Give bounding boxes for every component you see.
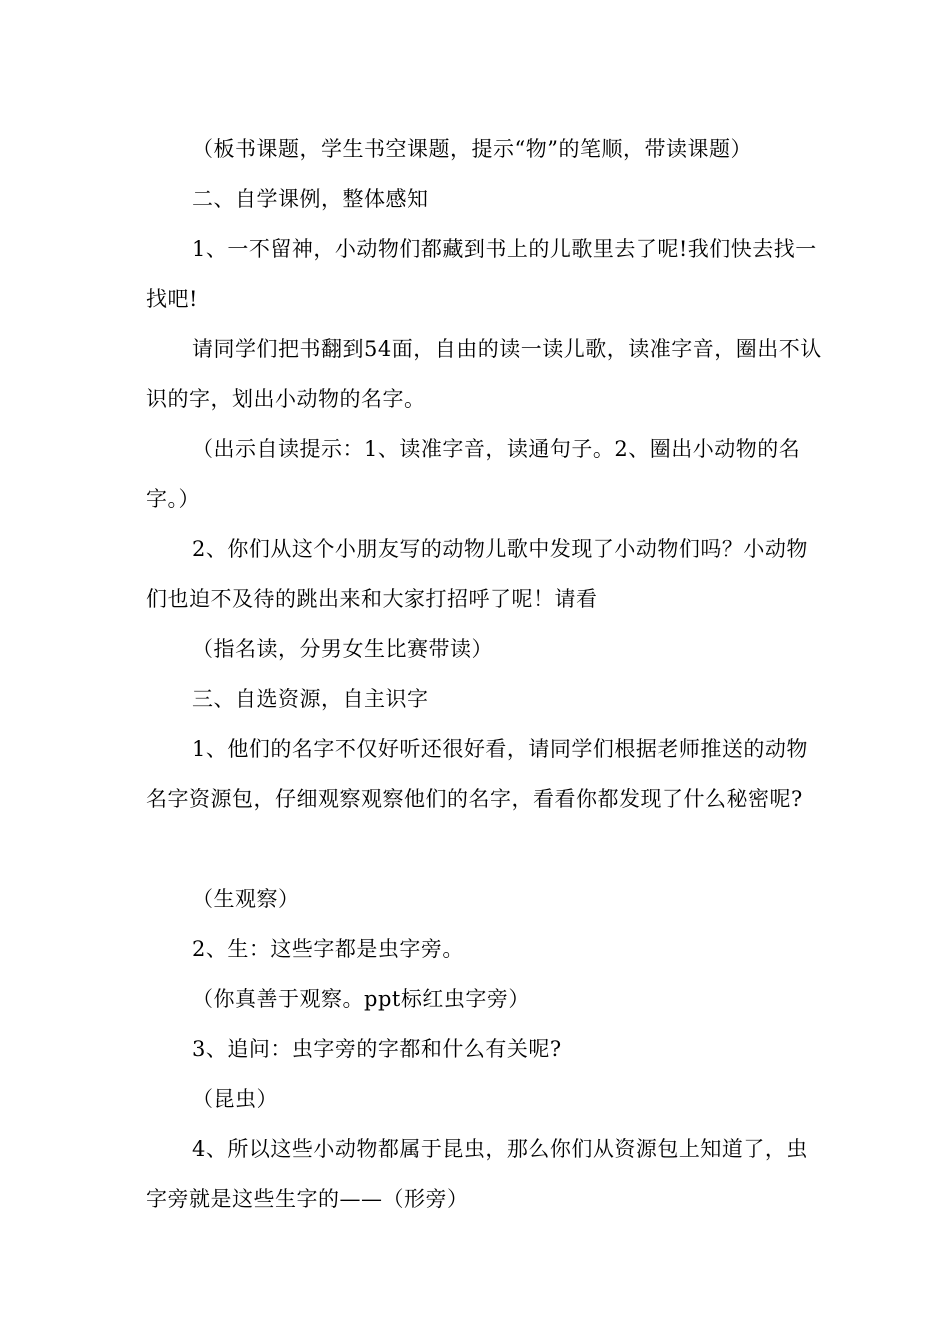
paragraph-ppt-note: （你真善于观察。ppt标红虫字旁） — [192, 987, 530, 1011]
paragraph-instruction: 请同学们把书翻到54面，自由的读一读儿歌，读准字音，圈出不认识的字，划出小动物的名字。 — [146, 337, 822, 411]
paragraph-step-3-4: 4、所以这些小动物都属于昆虫，那么你们从资源包上知道了，虫字旁就是这些生字的——（形旁） — [146, 1137, 808, 1211]
paragraph-insects: （昆虫） — [192, 1087, 278, 1111]
paragraph-reading-tips: （出示自读提示：1、读准字音，读通句子。2、圈出小动物的名字。） — [146, 437, 801, 511]
paragraph-step-3-3: 3、追问：虫字旁的字都和什么有关呢? — [192, 1037, 562, 1061]
paragraph-board-note: （板书课题，学生书空课题，提示“物”的笔顺，带读课题） — [192, 137, 752, 161]
section-heading-3: 三、自选资源，自主识字 — [192, 687, 429, 711]
paragraph-step-3-2: 2、生：这些字都是虫字旁。 — [192, 937, 464, 961]
paragraph-step-2: 2、你们从这个小朋友写的动物儿歌中发现了小动物们吗？小动物们也迫不及待的跳出来和大家打招呼了呢！请看 — [146, 537, 808, 611]
paragraph-observe: （生观察） — [192, 887, 300, 911]
paragraph-step-1: 1、一不留神，小动物们都藏到书上的儿歌里去了呢!我们快去找一找吧! — [146, 237, 817, 311]
section-heading-2: 二、自学课例，整体感知 — [192, 187, 429, 211]
paragraph-reading-note: （指名读，分男女生比赛带读） — [192, 637, 493, 661]
paragraph-step-3-1: 1、他们的名字不仅好听还很好看，请同学们根据老师推送的动物名字资源包，仔细观察观察他们的名字，看看你都发现了什么秘密呢? — [146, 737, 808, 811]
